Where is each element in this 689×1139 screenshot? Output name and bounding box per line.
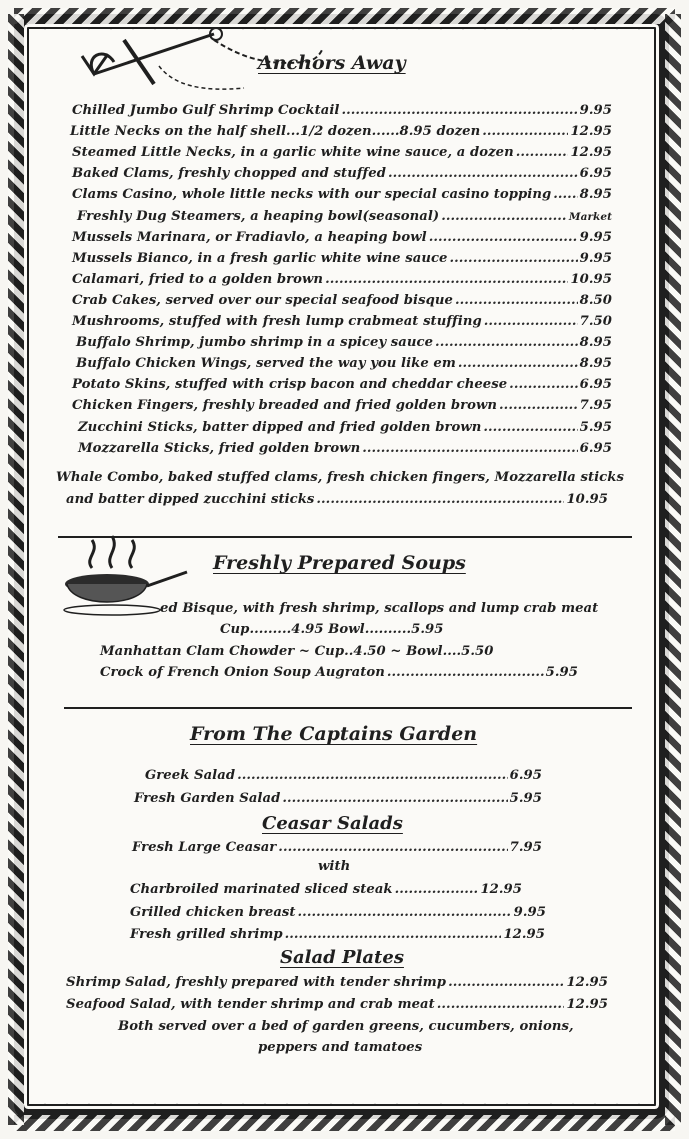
leader-dots	[395, 880, 479, 899]
shrimp-addon-row	[130, 925, 545, 944]
menu-item-row	[72, 270, 612, 289]
menu-item-name: Buffalo Chicken Wings, served the way you like em	[76, 356, 456, 372]
leader-dots	[482, 122, 568, 141]
menu-item-name: Baked Clams, freshly chopped and stuffed	[72, 166, 386, 182]
seafood-salad-name: Seafood Salad, with tender shrimp and crab meat	[66, 997, 435, 1012]
leader-dots	[499, 396, 578, 415]
chicken-addon-row	[130, 903, 546, 922]
menu-item-row	[77, 207, 612, 227]
greek-salad-row	[145, 766, 542, 785]
leader-dots	[429, 228, 578, 247]
menu-item-row	[76, 354, 612, 373]
leader-dots	[484, 312, 578, 331]
leader-dots	[458, 354, 578, 373]
leader-dots	[509, 375, 578, 394]
menu-item-name: Zucchini Sticks, batter dipped and fried golden brown	[78, 419, 482, 435]
leader-dots	[325, 270, 568, 289]
with-label: with	[318, 859, 351, 874]
onion-soup-price: 5.95	[545, 665, 578, 680]
menu-item-name: Mussels Marinara, or Fradiavlo, a heaping bowl	[72, 229, 427, 245]
menu-item-name: Mozzarella Sticks, fried golden brown	[78, 440, 361, 456]
menu-item-price: 12.95	[570, 145, 612, 161]
menu-item-price: 6.95	[579, 166, 612, 182]
menu-item-name: Calamari, fried to a golden brown	[72, 271, 324, 287]
seafood-salad-price: 12.95	[566, 997, 608, 1012]
garden-salad-row	[134, 789, 542, 808]
leader-dots	[448, 973, 564, 992]
large-ceasar-price: 7.95	[509, 840, 542, 855]
salad-plates-title: Salad Plates	[280, 947, 404, 968]
menu-item-row	[72, 375, 612, 394]
soups-title: Freshly Prepared Soups	[213, 552, 466, 574]
leader-dots	[362, 439, 577, 458]
anchors-away-title: Anchors Away	[258, 52, 406, 74]
menu-item-price: 8.50	[579, 292, 612, 308]
onion-soup-line	[100, 663, 578, 682]
menu-item-row	[78, 439, 612, 458]
whale-combo-line2	[66, 490, 608, 509]
garden-salad-price: 5.95	[509, 791, 542, 806]
menu-item-row	[72, 291, 612, 310]
menu-item-price: 9.95	[579, 103, 612, 118]
greek-salad-name: Greek Salad	[145, 768, 236, 783]
menu-item-name: Chilled Jumbo Gulf Shrimp Cocktail	[72, 103, 340, 118]
shrimp-addon-price: 12.95	[503, 927, 545, 942]
whale-combo-price: 10.95	[566, 492, 608, 507]
leader-dots	[441, 207, 567, 226]
menu-item-name: Steamed Little Necks, in a garlic white wine sauce, a dozen	[72, 145, 514, 161]
menu-item-price: Market	[568, 210, 612, 223]
bisque-prices: Cup.........4.95 Bowl..........5.95	[220, 622, 444, 637]
menu-item-row	[72, 312, 612, 331]
menu-item-name: Freshly Dug Steamers, a heaping bowl(seasonal)	[77, 208, 440, 224]
menu-item-price: 10.95	[570, 271, 612, 287]
leader-dots	[388, 164, 578, 183]
ceasar-title: Ceasar Salads	[262, 813, 403, 834]
chicken-addon-name: Grilled chicken breast	[130, 905, 296, 920]
leader-dots	[516, 143, 569, 162]
large-ceasar-row	[132, 838, 542, 857]
leader-dots	[435, 333, 578, 352]
menu-item-row	[76, 333, 612, 352]
menu-item-price: 8.95	[579, 187, 612, 203]
menu-item-name: Buffalo Shrimp, jumbo shrimp in a spicey sauce	[76, 335, 434, 351]
chicken-addon-price: 9.95	[513, 905, 546, 920]
bisque-line: ed Bisque, with fresh shrimp, scallops and lump crab meat	[160, 601, 599, 616]
menu-item-row	[72, 185, 612, 204]
menu-item-price: 8.95	[579, 356, 612, 372]
onion-soup-name: Crock of French Onion Soup Augraton	[100, 665, 385, 680]
menu-item-price: 5.95	[579, 419, 612, 435]
leader-dots	[387, 663, 544, 682]
menu-item-name: Crab Cakes, served over our special seafood bisque	[72, 292, 453, 308]
greek-salad-price: 6.95	[509, 768, 542, 783]
menu-item-price: 6.95	[579, 377, 612, 393]
shrimp-addon-name: Fresh grilled shrimp	[130, 927, 283, 942]
leader-dots	[449, 249, 577, 268]
salad-plates-note-2: peppers and tamatoes	[258, 1040, 423, 1055]
menu-item-price: 9.95	[579, 250, 612, 266]
leader-dots	[455, 291, 578, 310]
menu-item-price: 7.95	[579, 398, 612, 414]
menu-item-row	[72, 228, 612, 247]
steak-addon-name: Charbroiled marinated sliced steak	[130, 882, 393, 897]
menu-item-price: 9.95	[579, 229, 612, 245]
leader-dots	[298, 903, 512, 922]
menu-item-price: 8.95	[579, 335, 612, 351]
garden-title: From The Captains Garden	[190, 723, 478, 745]
menu-item-row	[72, 249, 612, 268]
menu-item-row	[72, 396, 612, 415]
leader-dots	[553, 185, 577, 204]
steak-addon-price: 12.95	[480, 882, 522, 897]
section-divider	[58, 536, 632, 538]
whale-combo-text: and batter dipped zucchini sticks	[66, 492, 315, 507]
leader-dots	[437, 995, 565, 1014]
steak-addon-row	[130, 880, 522, 899]
menu-item-row	[72, 101, 612, 120]
salad-plates-note-1: Both served over a bed of garden greens, cucumbers, onions,	[118, 1019, 574, 1034]
menu-item-name: Potato Skins, stuffed with crisp bacon and cheddar cheese	[72, 377, 508, 393]
menu-item-price: 7.50	[579, 314, 612, 329]
leader-dots	[285, 925, 502, 944]
shrimp-salad-row	[66, 973, 608, 992]
leader-dots	[282, 789, 507, 808]
menu-item-price: 12.95	[570, 124, 612, 140]
seafood-salad-row	[66, 995, 608, 1014]
menu-item-name: Mussels Bianco, in a fresh garlic white wine sauce	[72, 250, 448, 266]
menu-item-row	[78, 418, 612, 437]
menu-item-name: Clams Casino, whole little necks with our special casino topping	[72, 187, 552, 203]
leader-dots	[237, 766, 508, 785]
whale-combo-line1: Whale Combo, baked stuffed clams, fresh chicken fingers, Mozzarella sticks	[56, 470, 624, 485]
section-divider	[64, 707, 632, 709]
leader-dots	[278, 838, 507, 857]
menu-item-price: 6.95	[579, 440, 612, 456]
garden-salad-name: Fresh Garden Salad	[134, 791, 281, 806]
menu-item-name: Chicken Fingers, freshly breaded and fried golden brown	[72, 398, 498, 414]
leader-dots	[483, 418, 577, 437]
menu-item-row	[72, 164, 612, 183]
shrimp-salad-price: 12.95	[566, 975, 608, 990]
menu-item-row	[72, 143, 612, 162]
clam-chowder-line: Manhattan Clam Chowder ~ Cup..4.50 ~ Bowl....5.50	[100, 644, 494, 659]
shrimp-salad-name: Shrimp Salad, freshly prepared with tender shrimp	[66, 975, 447, 990]
menu-item-row	[70, 122, 612, 141]
large-ceasar-name: Fresh Large Ceasar	[132, 840, 277, 855]
menu-item-name: Little Necks on the half shell...1/2 dozen......8.95 dozen	[70, 124, 481, 140]
menu-item-name: Mushrooms, stuffed with fresh lump crabmeat stuffing	[72, 314, 482, 329]
leader-dots	[316, 490, 564, 509]
leader-dots	[341, 101, 577, 120]
